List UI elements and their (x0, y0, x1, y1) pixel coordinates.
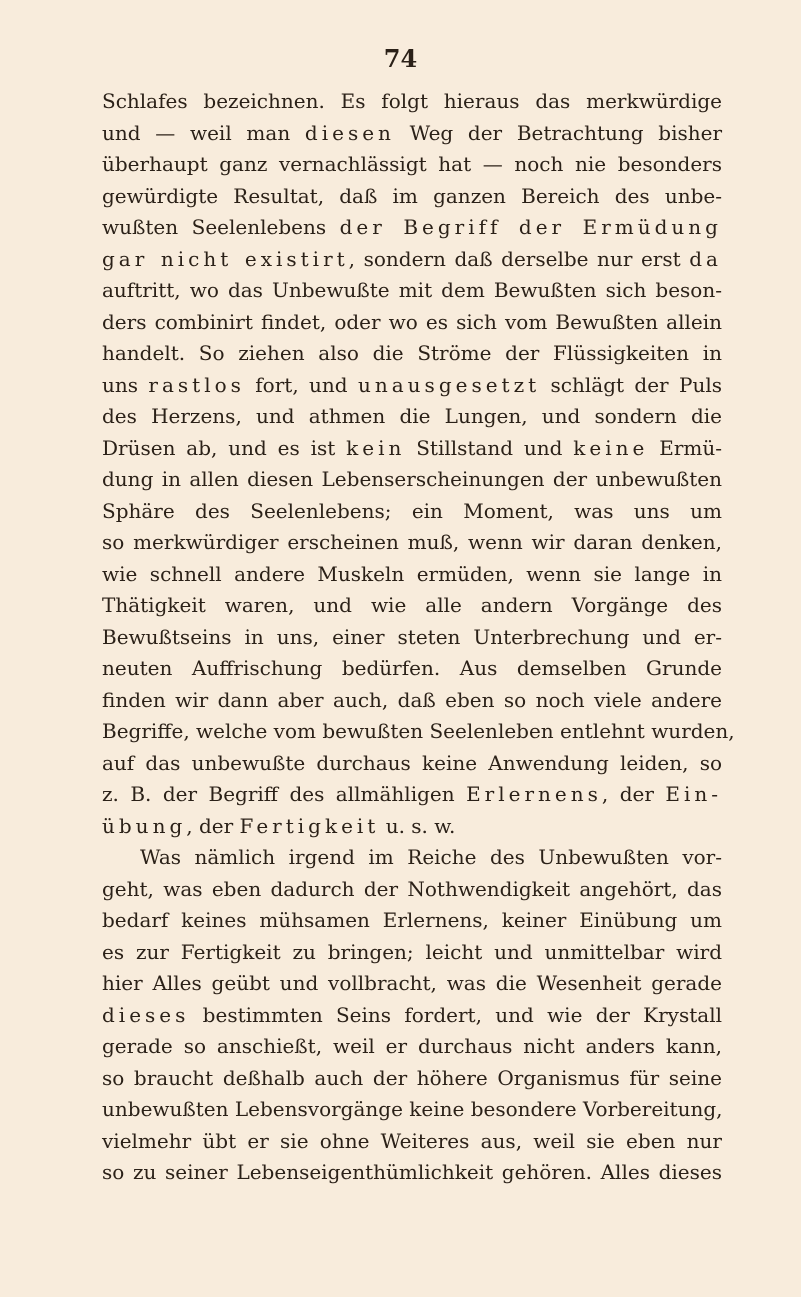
text-line (102, 433, 722, 465)
text-segment: bestimmten Seins fordert, und wie der Krystall (189, 1002, 722, 1027)
text-line (102, 842, 722, 874)
text-line (102, 244, 722, 276)
body-text (102, 86, 735, 1189)
text-segment: wie schnell andere Muskeln ermüden, wenn sie lange in (102, 561, 722, 586)
text-line (102, 1157, 722, 1189)
text-line (102, 590, 722, 622)
text-segment: u. s. w. (379, 813, 456, 838)
text-line (102, 748, 722, 780)
text-line (102, 464, 722, 496)
text-line (102, 811, 722, 843)
emphasized-text: übung (102, 813, 187, 838)
text-line (102, 275, 722, 307)
text-segment: so braucht deßhalb auch der höhere Organismus für seine (102, 1065, 722, 1090)
text-line (102, 716, 735, 748)
text-segment: z. B. der Begriff des allmähligen (102, 782, 467, 806)
emphasized-text: Ein- (665, 782, 722, 806)
text-segment: wußten Seelenlebens (102, 215, 340, 239)
text-segment: überhaupt ganz vernachlässigt hat — noch nie besonders (102, 152, 722, 176)
text-segment: ders combinirt findet, oder wo es sich vom Bewußten allein (102, 309, 722, 334)
text-segment: es zur Fertigkeit zu bringen; leicht und unmittelbar wird (102, 939, 722, 964)
text-line (102, 622, 722, 654)
text-segment: fort, und (244, 372, 358, 397)
text-line (102, 370, 722, 402)
emphasized-text: da (689, 246, 722, 271)
text-line (102, 181, 722, 213)
text-line (102, 86, 722, 118)
text-segment: Was nämlich irgend im Reiche des Unbewußten vor- (140, 845, 722, 869)
text-segment: dung in allen diesen Lebenserscheinungen der unbewußten (102, 467, 722, 491)
text-segment: Sphäre des Seelenlebens; ein Moment, was uns um (102, 498, 722, 523)
text-segment: gerade so anschießt, weil er durchaus nicht anders kann, (102, 1034, 722, 1058)
text-line (102, 653, 722, 685)
text-segment: auf das unbewußte durchaus keine Anwendung leiden, so (102, 750, 722, 775)
emphasized-text: dieses (102, 1002, 190, 1027)
emphasized-text: Fertigkeit (239, 813, 380, 838)
text-line (102, 338, 722, 370)
text-line (102, 496, 722, 528)
text-segment: geht, was eben dadurch der Nothwendigkeit angehört, das (102, 876, 722, 901)
text-line (102, 1126, 722, 1158)
text-segment: neuten Auffrischung bedürfen. Aus demselben Grunde (102, 656, 722, 680)
text-segment: des Herzens, und athmen die Lungen, und sondern die (102, 404, 722, 428)
emphasized-text: der Begriff der Ermüdung (339, 215, 722, 239)
text-segment: schlägt der Puls (540, 372, 722, 397)
text-line (102, 937, 722, 969)
text-segment: unbewußten Lebensvorgänge keine besondere Vorbereitung, (102, 1097, 723, 1121)
emphasized-text: diesen (304, 120, 395, 145)
text-line (102, 527, 722, 559)
text-segment: hier Alles geübt und vollbracht, was die Wesenheit gerade (102, 971, 722, 995)
text-line (102, 307, 722, 339)
text-segment: Thätigkeit waren, und wie alle andern Vorgänge des (102, 593, 722, 617)
text-line (102, 905, 722, 937)
text-line (102, 1063, 722, 1095)
text-line (102, 559, 722, 591)
text-segment: Ermü- (648, 435, 722, 460)
text-line (102, 1094, 722, 1126)
emphasized-text: Erlernens (466, 782, 602, 806)
text-line (102, 401, 722, 433)
text-line (102, 149, 722, 181)
text-segment: Stillstand und (405, 435, 574, 460)
text-segment: uns (102, 372, 149, 397)
text-segment: , der (186, 813, 240, 838)
emphasized-text: rastlos (148, 372, 245, 397)
text-segment: Begriffe, welche vom bewußten Seelenleben entlehnt wurden, (102, 719, 735, 743)
text-line (102, 968, 722, 1000)
text-segment: finden wir dann aber auch, daß eben so noch viele andere (102, 687, 722, 712)
text-line (102, 874, 722, 906)
text-segment: , sondern daß derselbe nur erst (348, 246, 690, 271)
emphasized-text: gar nicht existirt (102, 246, 349, 271)
text-segment: bedarf keines mühsamen Erlernens, keiner Einübung um (102, 908, 722, 932)
text-segment: Bewußtseins in uns, einer steten Unterbrechung und er- (102, 624, 722, 649)
text-line (102, 118, 722, 150)
text-segment: Drüsen ab, und es ist (102, 435, 347, 460)
text-segment: gewürdigte Resultat, daß im ganzen Bereich des unbe- (102, 183, 722, 208)
text-segment: vielmehr übt er sie ohne Weiteres aus, weil sie eben nur (102, 1128, 722, 1153)
text-line (102, 212, 722, 244)
text-line (102, 685, 722, 717)
emphasized-text: unausgesetzt (357, 372, 541, 397)
text-segment: handelt. So ziehen also die Ströme der Flüssigkeiten in (102, 341, 722, 365)
page-number: 74 (383, 44, 418, 73)
text-segment: , der (601, 782, 666, 806)
emphasized-text: kein (346, 435, 406, 460)
text-line (102, 779, 722, 811)
text-segment: Weg der Betrachtung bisher (394, 120, 723, 145)
text-segment: auftritt, wo das Unbewußte mit dem Bewußten sich beson- (102, 278, 722, 302)
text-line (102, 1000, 722, 1032)
text-segment: so merkwürdiger erscheinen muß, wenn wir daran denken, (102, 530, 722, 554)
text-segment: Schlafes bezeichnen. Es folgt hieraus das merkwürdige (102, 89, 722, 113)
text-segment: und — weil man (102, 120, 305, 145)
text-segment: so zu seiner Lebenseigenthümlichkeit gehören. Alles dieses (102, 1160, 722, 1184)
text-line (102, 1031, 722, 1063)
emphasized-text: keine (573, 435, 649, 460)
